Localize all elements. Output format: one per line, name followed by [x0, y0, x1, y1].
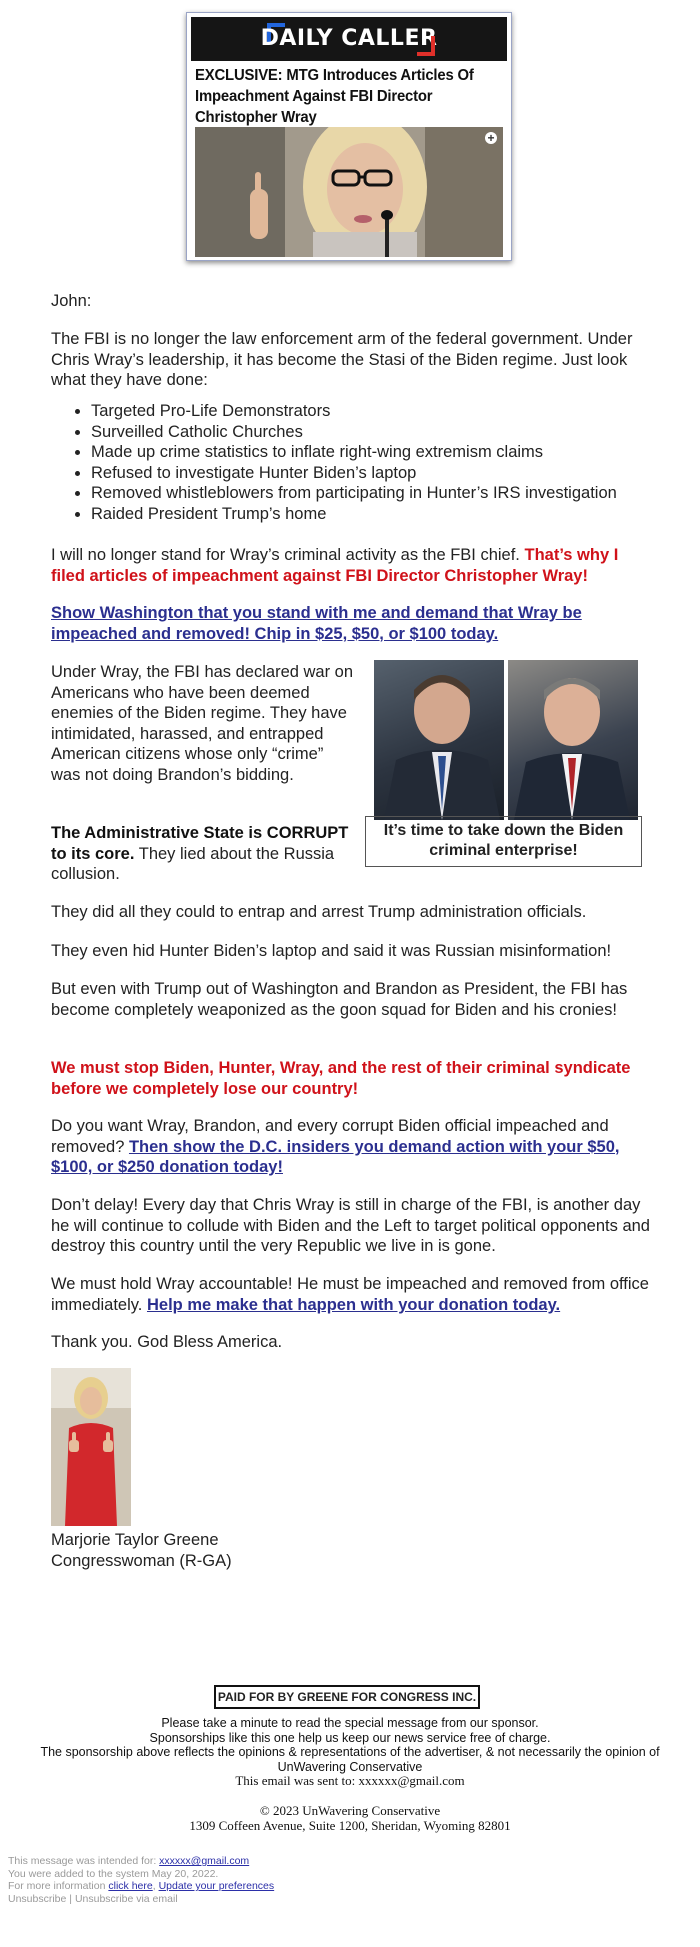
wray-statement: I will no longer stand for Wray’s criminal activity as the FBI chief. [51, 546, 520, 564]
impeachment-announcement: That’s why I filed articles of impeachment against FBI Director Christopher Wray! [51, 546, 619, 585]
mtg-speaking-illustration [195, 127, 503, 257]
intro-paragraph: The FBI is no longer the law enforcement arm of the federal government. Under Chris Wray’s leadership, it has become the Stasi of the Biden regime. Just look what they have done: [51, 330, 633, 390]
show-washington-donate-link[interactable]: Show Washington that you stand with me and demand that Wray be impeached and removed! Chip in $25, $50, or $100 today. [51, 604, 582, 643]
mtg-speaking-photo [195, 127, 503, 257]
logo-bracket-right [417, 36, 435, 56]
salutation: John: [51, 292, 92, 310]
sent-to-line: This email was sent to: xxxxxx@gmail.com [235, 1773, 465, 1788]
unsubscribe-email-link[interactable]: Unsubscribe via email [74, 1892, 178, 1905]
system-footer [8, 1855, 508, 1905]
sponsor-line-1: Please take a minute to read the special message from our sponsor. [161, 1716, 539, 1730]
daily-caller-logo [191, 17, 507, 61]
expand-plus-icon[interactable]: + [485, 132, 497, 144]
logo-text: DAILY CALLER [260, 26, 438, 51]
wray-illustration [508, 660, 638, 820]
impeachment-paragraph [51, 545, 651, 586]
update-preferences-link[interactable]: Update your preferences [158, 1880, 275, 1892]
address-line: 1309 Coffeen Avenue, Suite 1200, Sheridan, Wyoming 82801 [189, 1817, 511, 1833]
copyright-line: © 2023 UnWavering Conservative [259, 1803, 441, 1818]
added-line: You were added to the system May 20, 2022. [8, 1867, 219, 1880]
list-item: • Targeted Pro-Life Demonstrators [91, 401, 700, 422]
photo-caption: It’s time to take down the Biden criminal enterprise! [365, 816, 642, 867]
dc-insiders-donate-link[interactable]: Then show the D.C. insiders you demand action with your $50, $100, or $250 donation today! [51, 1137, 620, 1177]
help-donate-link[interactable]: Help me make that happen with your donation today. [146, 1295, 561, 1314]
list-item: • Raided President Trump’s home [91, 504, 700, 525]
impeach-question-paragraph [51, 1116, 651, 1178]
impeach-question: Do you want Wray, Brandon, and every corrupt Biden official impeached and removed? [51, 1117, 609, 1156]
hunter-illustration [374, 660, 504, 820]
russia-collusion-text: They lied about the Russia collusion. [51, 844, 335, 884]
mtg-thumbs-up-illustration [51, 1368, 131, 1526]
more-info-label: For more information [8, 1880, 106, 1892]
mtg-signature-photo [51, 1368, 131, 1526]
weaponized-paragraph: But even with Trump out of Washington and Brandon as President, the FBI has become completely weaponized as the goon squad for Biden and his cronies! [51, 980, 628, 1019]
signature-name: Marjorie Taylor Greene [51, 1531, 219, 1549]
sponsor-line-2: Sponsorships like this one help us keep our news service free of charge. [149, 1730, 551, 1745]
paid-for-disclaimer: PAID FOR BY GREENE FOR CONGRESS INC. [214, 1685, 480, 1709]
under-wray-paragraph: Under Wray, the FBI has declared war on Americans who have been deemed enemies of the Biden regime. They have intimidated, harassed, and entrapped American citizens whose only “crime” was not doing Brandon’s bidding. [51, 663, 354, 784]
administrative-state-bold: The Administrative State is CORRUPT to its core. [51, 824, 349, 863]
stop-biden-paragraph: We must stop Biden, Hunter, Wray, and the rest of their criminal syndicate before we completely lose our country! [51, 1059, 631, 1098]
accountable-paragraph [51, 1274, 651, 1315]
administrative-state-paragraph [51, 823, 356, 885]
cta-paragraph-1 [51, 603, 651, 644]
intended-email-link[interactable]: xxxxxx@gmail.com [159, 1855, 250, 1867]
fbi-actions-list [51, 401, 700, 525]
list-item: • Removed whistleblowers from participating in Hunter’s IRS investigation [91, 483, 700, 504]
hunter-biden-photo [374, 660, 504, 820]
intended-for-line [8, 1855, 508, 1868]
copyright-block [20, 1804, 680, 1833]
dont-delay-paragraph: Don’t delay! Every day that Chris Wray is still in charge of the FBI, is another day he will continue to collude with Biden and the Left to target political opponents and destroy this country until the very Republic we live in is gone. [51, 1196, 650, 1256]
christopher-wray-photo [508, 660, 638, 820]
click-here-link[interactable]: click here [108, 1880, 153, 1892]
intended-for-label: This message was intended for: [8, 1855, 157, 1867]
laptop-paragraph: They even hid Hunter Biden’s laptop and said it was Russian misinformation! [51, 942, 612, 960]
more-info-line: For more information click here, Update your preferences [8, 1880, 275, 1892]
entrap-paragraph: They did all they could to entrap and arrest Trump administration officials. [51, 903, 587, 921]
list-item: • Made up crime statistics to inflate right-wing extremism claims [91, 442, 700, 463]
hunter-wray-photos [374, 660, 638, 820]
unsubscribe-line: Unsubscribe | Unsubscribe via email [8, 1892, 178, 1905]
article-card[interactable] [186, 12, 512, 261]
sponsor-line-3: The sponsorship above reflects the opinions & representations of the advertiser, & not necessarily the opinion of UnWavering Conservative [40, 1745, 660, 1774]
signature-title: Congresswoman (R-GA) [51, 1552, 232, 1570]
accountable-text: We must hold Wray accountable! He must be impeached and removed from office immediately. [51, 1275, 649, 1314]
list-item: • Refused to investigate Hunter Biden’s laptop [91, 463, 700, 484]
list-item: • Surveilled Catholic Churches [91, 422, 700, 443]
sponsor-message [20, 1716, 680, 1789]
thanks-paragraph: Thank you. God Bless America. [51, 1333, 283, 1351]
unsubscribe-link[interactable]: Unsubscribe [8, 1892, 67, 1905]
article-headline[interactable]: EXCLUSIVE: MTG Introduces Articles Of Impeachment Against FBI Director Christopher Wray [195, 67, 474, 126]
